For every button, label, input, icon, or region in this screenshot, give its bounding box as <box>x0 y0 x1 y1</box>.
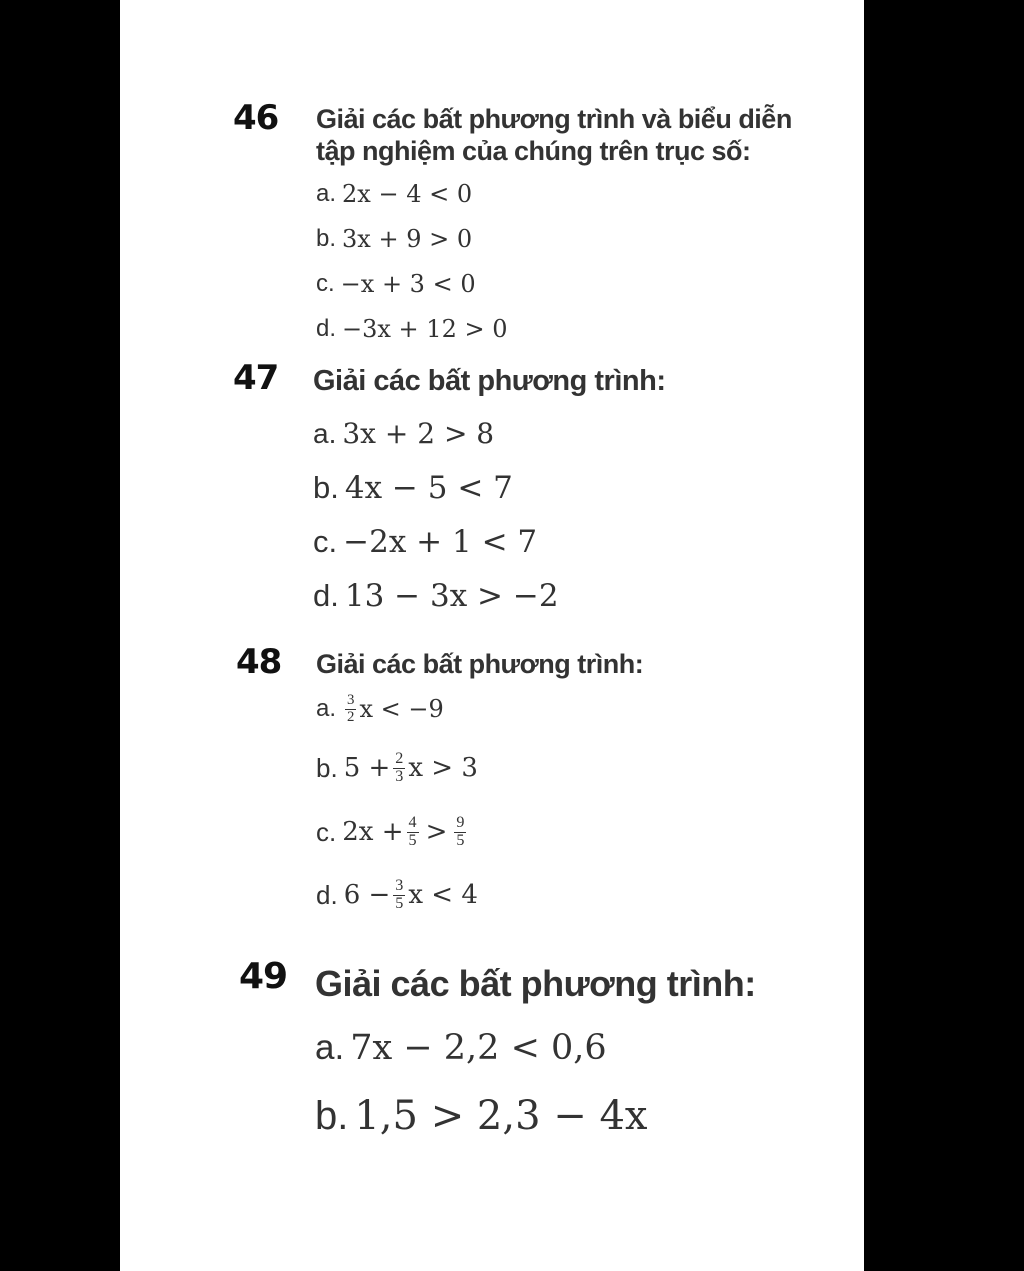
item-label: d. <box>316 315 337 342</box>
problem-number: 49 <box>239 956 288 997</box>
item-label: a. <box>315 1028 345 1067</box>
item-label: c. <box>316 816 337 847</box>
exercise-item <box>313 524 537 560</box>
exercise-item <box>316 878 478 913</box>
item-label: a. <box>316 180 337 207</box>
problem-number: 48 <box>236 642 282 682</box>
fraction-numerator: 2 <box>395 750 404 767</box>
exercise-item <box>316 225 472 253</box>
fraction-numerator: 3 <box>395 877 404 894</box>
exercise-item <box>313 470 513 506</box>
item-expression: 13 − 3x > −2 <box>344 578 559 614</box>
exercise-item <box>313 578 559 614</box>
item-label: b. <box>316 752 338 783</box>
problem-title: Giải các bất phương trình và biểu diễn tập nghiệm của chúng trên trục số: <box>316 104 792 167</box>
problem-number: 46 <box>233 98 279 138</box>
exercise-item <box>316 751 478 786</box>
problem-title: Giải các bất phương trình: <box>316 649 644 679</box>
item-label: c. <box>313 524 338 559</box>
problem-title: Giải các bất phương trình: <box>313 365 666 397</box>
item-expression-prefix: 6 − <box>343 880 391 911</box>
item-expression: 2x − 4 < 0 <box>342 180 473 208</box>
item-expression: −x + 3 < 0 <box>340 270 476 298</box>
exercise-item <box>316 815 469 850</box>
exercise-item <box>316 180 472 208</box>
fraction-denominator: 5 <box>408 831 417 849</box>
item-expression: −2x + 1 < 7 <box>343 524 538 560</box>
item-expression: 4x − 5 < 7 <box>344 470 513 506</box>
exercise-item <box>316 315 507 343</box>
problem-number: 47 <box>233 358 279 398</box>
fraction <box>454 815 466 850</box>
item-label: b. <box>316 225 337 252</box>
item-label: c. <box>316 270 335 297</box>
item-expression: x < −9 <box>359 695 444 724</box>
exercise-item <box>316 270 476 298</box>
fraction-numerator: 4 <box>408 814 417 831</box>
document-page <box>120 0 864 1271</box>
fraction <box>407 815 419 850</box>
fraction-denominator: 5 <box>395 894 404 912</box>
item-expression: −3x + 12 > 0 <box>342 315 508 343</box>
item-label: a. <box>313 417 337 449</box>
item-label: d. <box>313 578 339 613</box>
item-expression: 7x − 2,2 < 0,6 <box>350 1028 607 1068</box>
item-label: b. <box>315 1093 349 1138</box>
item-label: d. <box>316 879 338 910</box>
fraction-numerator: 9 <box>456 814 465 831</box>
problem-title: Giải các bất phương trình: <box>315 963 756 1004</box>
exercise-item <box>316 693 444 725</box>
item-expression-prefix: 5 + <box>343 753 391 784</box>
item-expression: 3x + 9 > 0 <box>342 225 473 253</box>
item-label: a. <box>316 695 337 723</box>
fraction <box>345 693 356 725</box>
exercise-item <box>313 417 494 450</box>
inequality-sign: > <box>425 817 448 848</box>
item-label: b. <box>313 470 339 505</box>
exercise-item <box>315 1093 647 1139</box>
fraction-denominator: 2 <box>347 708 355 725</box>
item-expression: x > 3 <box>408 753 478 784</box>
fraction <box>393 751 405 786</box>
item-expression: 3x + 2 > 8 <box>342 417 495 450</box>
fraction-denominator: 5 <box>456 831 465 849</box>
fraction-numerator: 3 <box>347 692 355 708</box>
item-expression: x < 4 <box>408 880 478 911</box>
item-expression-prefix: 2x + <box>342 817 404 848</box>
item-expression: 1,5 > 2,3 − 4x <box>354 1093 648 1139</box>
fraction-denominator: 3 <box>395 767 404 785</box>
exercise-item <box>315 1028 607 1068</box>
fraction <box>393 878 405 913</box>
